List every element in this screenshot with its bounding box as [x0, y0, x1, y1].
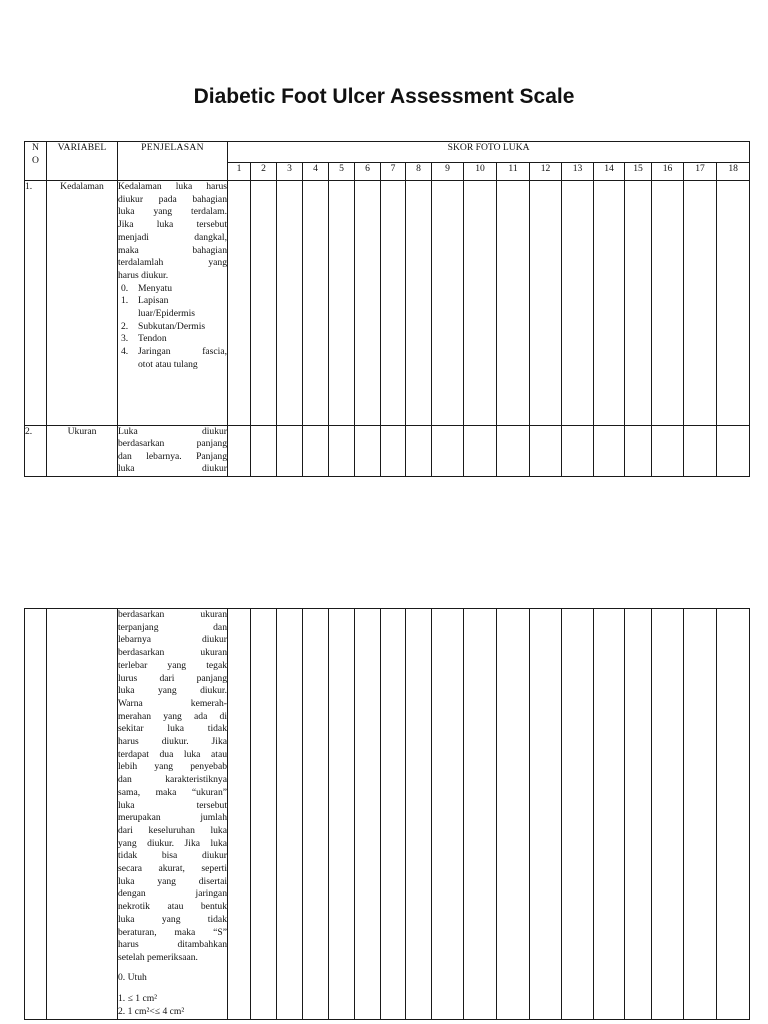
- score-cell: [684, 181, 717, 426]
- explanation-line: lebih yang penyebab: [118, 761, 227, 773]
- explanation-paragraph: [118, 426, 227, 476]
- score-cell: [530, 181, 562, 426]
- score-column-number: 1: [228, 163, 251, 181]
- explanation-line: berdasarkan panjang: [118, 438, 227, 450]
- explanation-line: luka tersebut: [118, 799, 227, 811]
- row-number: 2.: [25, 426, 47, 477]
- score-column-number: 14: [594, 163, 625, 181]
- score-cell: [562, 181, 594, 426]
- option-text: [138, 295, 227, 320]
- option-item: [118, 295, 227, 320]
- option-text: [138, 283, 227, 296]
- option-line: 0. Utuh: [118, 972, 147, 984]
- explanation-line: harus diukur. Jika: [118, 736, 227, 748]
- assessment-table-continued: [24, 608, 750, 1020]
- explanation-line: beraturan, maka “S”: [118, 926, 227, 938]
- explanation-line: Warna kemerah-: [118, 697, 227, 709]
- option-number: 3.: [121, 333, 129, 345]
- header-explanation: PENJELASAN: [118, 142, 228, 181]
- score-cell: [562, 426, 594, 477]
- score-cell: [251, 609, 277, 1020]
- score-cell: [355, 426, 381, 477]
- explanation-line: terpanjang dan: [118, 621, 227, 633]
- option-line: 2. 1 cm²<≤ 4 cm²: [118, 1006, 185, 1018]
- score-cell: [406, 426, 432, 477]
- explanation-line: terdapat dua luka atau: [118, 748, 227, 760]
- score-cell: [406, 181, 432, 426]
- score-cell: [684, 426, 717, 477]
- score-cell: [432, 609, 464, 1020]
- explanation-line: Kedalaman luka harus: [118, 181, 227, 192]
- score-cell: [381, 426, 406, 477]
- explanation-line: nekrotik atau bentuk: [118, 901, 227, 913]
- header-no: [25, 142, 47, 181]
- explanation-line: harus ditambahkan: [118, 939, 227, 951]
- score-column-number: 17: [684, 163, 717, 181]
- score-cell: [497, 181, 530, 426]
- explanation-line: terlebar yang tegak: [118, 659, 227, 671]
- score-cell: [684, 609, 717, 1020]
- explanation-line: sekitar luka tidak: [118, 723, 227, 735]
- document-title: Diabetic Foot Ulcer Assessment Scale: [193, 85, 575, 108]
- option-list: [118, 283, 227, 372]
- row-number: [25, 609, 47, 1020]
- variable-name: Kedalaman: [47, 181, 118, 426]
- assessment-table: [24, 141, 750, 477]
- explanation-line: lurus dari panjang: [118, 672, 227, 684]
- score-column-number: 18: [717, 163, 750, 181]
- explanation-line: dan karakteristiknya: [118, 774, 227, 786]
- score-cell: [277, 426, 303, 477]
- score-cell: [594, 609, 625, 1020]
- explanation-line: lebarnya diukur: [118, 634, 227, 646]
- option-item: [118, 333, 227, 346]
- score-cell: [277, 181, 303, 426]
- explanation-line: sama, maka “ukuran”: [118, 786, 227, 798]
- score-cell: [355, 609, 381, 1020]
- explanation-line: maka bahagian: [118, 244, 227, 256]
- score-cell: [497, 426, 530, 477]
- explanation-line: tidak bisa diukur: [118, 850, 227, 862]
- score-cell: [228, 609, 251, 1020]
- option-text-line: luar/Epidermis: [138, 308, 196, 320]
- header-no-letter: O: [32, 154, 39, 166]
- score-cell: [329, 426, 355, 477]
- score-column-number: 8: [406, 163, 432, 181]
- explanation-line: secara akurat, seperti: [118, 863, 227, 875]
- explanation-line: menjadi dangkal,: [118, 231, 227, 243]
- explanation-line: harus diukur.: [118, 269, 169, 281]
- explanation-line: merupakan jumlah: [118, 812, 227, 824]
- score-cell: [717, 181, 750, 426]
- score-cell: [406, 609, 432, 1020]
- explanation-line: dengan jaringan: [118, 888, 227, 900]
- option-number: 2.: [121, 320, 129, 332]
- score-cell: [530, 426, 562, 477]
- score-column-number: 12: [530, 163, 562, 181]
- score-cell: [625, 181, 652, 426]
- score-column-number: 3: [277, 163, 303, 181]
- explanation-line: Jika luka tersebut: [118, 219, 227, 231]
- score-cell: [251, 426, 277, 477]
- score-cell: [277, 609, 303, 1020]
- explanation-cell: [118, 609, 228, 1020]
- option-text-line: otot atau tulang: [138, 358, 198, 370]
- header-variable: VARIABEL: [47, 142, 118, 181]
- score-column-number: 6: [355, 163, 381, 181]
- score-cell: [251, 181, 277, 426]
- option-text: [138, 333, 227, 346]
- score-column-number: 15: [625, 163, 652, 181]
- variable-name: Ukuran: [47, 426, 118, 477]
- option-number: 4.: [121, 346, 129, 358]
- option-text-line: Subkutan/Dermis: [138, 320, 206, 332]
- table-row: [25, 609, 750, 1020]
- score-column-number: 13: [562, 163, 594, 181]
- explanation-line: dari keseluruhan luka: [118, 824, 227, 836]
- score-cell: [652, 181, 684, 426]
- score-cell: [625, 609, 652, 1020]
- option-text: [138, 346, 227, 371]
- score-cell: [594, 181, 625, 426]
- variable-name: [47, 609, 118, 1020]
- option-line: 1. ≤ 1 cm²: [118, 993, 158, 1005]
- score-cell: [717, 426, 750, 477]
- score-column-number: 4: [303, 163, 329, 181]
- explanation-line: luka yang tidak: [118, 913, 227, 925]
- score-cell: [329, 181, 355, 426]
- explanation-paragraph: [118, 609, 227, 965]
- score-column-number: 11: [497, 163, 530, 181]
- score-column-number: 2: [251, 163, 277, 181]
- option-number: 1.: [121, 295, 129, 307]
- option-text-line: Tendon: [138, 333, 167, 345]
- table-row: [25, 181, 750, 426]
- header-row: [25, 142, 750, 163]
- explanation-line: yang diukur. Jika luka: [118, 837, 227, 849]
- option-item: [118, 321, 227, 334]
- option-text-line: Lapisan: [138, 295, 169, 307]
- option-item: [118, 346, 227, 371]
- score-cell: [329, 609, 355, 1020]
- explanation-line: diukur pada bahagian: [118, 193, 227, 205]
- score-column-number: 7: [381, 163, 406, 181]
- header-no-letter: N: [32, 142, 39, 153]
- score-cell: [464, 426, 497, 477]
- explanation-line: dan lebarnya. Panjang: [118, 450, 227, 462]
- score-cell: [228, 426, 251, 477]
- explanation-cell: [118, 426, 228, 477]
- score-cell: [530, 609, 562, 1020]
- score-cell: [652, 426, 684, 477]
- explanation-line: merahan yang ada di: [118, 710, 227, 722]
- score-cell: [652, 609, 684, 1020]
- explanation-line: Luka diukur: [118, 426, 227, 437]
- score-cell: [303, 181, 329, 426]
- score-cell: [355, 181, 381, 426]
- explanation-cell: [118, 181, 228, 426]
- score-cell: [381, 181, 406, 426]
- score-column-number: 16: [652, 163, 684, 181]
- option-list: [118, 972, 227, 1019]
- explanation-line: setelah pemeriksaan.: [118, 951, 198, 963]
- score-cell: [464, 609, 497, 1020]
- score-cell: [432, 181, 464, 426]
- explanation-line: terdalamlah yang: [118, 257, 227, 269]
- score-cell: [303, 426, 329, 477]
- explanation-line: luka yang diukur.: [118, 685, 227, 697]
- option-text-line: Menyatu: [138, 282, 173, 294]
- score-cell: [464, 181, 497, 426]
- explanation-line: luka diukur: [118, 463, 227, 475]
- explanation-line: luka yang terdalam.: [118, 206, 227, 218]
- score-cell: [562, 609, 594, 1020]
- score-cell: [381, 609, 406, 1020]
- score-cell: [303, 609, 329, 1020]
- explanation-line: berdasarkan ukuran: [118, 647, 227, 659]
- explanation-line: luka yang disertai: [118, 875, 227, 887]
- score-cell: [497, 609, 530, 1020]
- option-text: [138, 321, 227, 334]
- score-cell: [432, 426, 464, 477]
- score-cell: [228, 181, 251, 426]
- option-number: 0.: [121, 282, 129, 294]
- score-cell: [717, 609, 750, 1020]
- score-cell: [594, 426, 625, 477]
- score-column-number: 9: [432, 163, 464, 181]
- explanation-paragraph: [118, 181, 227, 283]
- score-column-number: 5: [329, 163, 355, 181]
- option-text-line: Jaringan fascia,: [138, 346, 227, 358]
- explanation-line: berdasarkan ukuran: [118, 609, 227, 620]
- header-score-group: SKOR FOTO LUKA: [228, 142, 750, 163]
- row-number: 1.: [25, 181, 47, 426]
- score-cell: [625, 426, 652, 477]
- table-row: [25, 426, 750, 477]
- option-item: [118, 283, 227, 296]
- score-column-number: 10: [464, 163, 497, 181]
